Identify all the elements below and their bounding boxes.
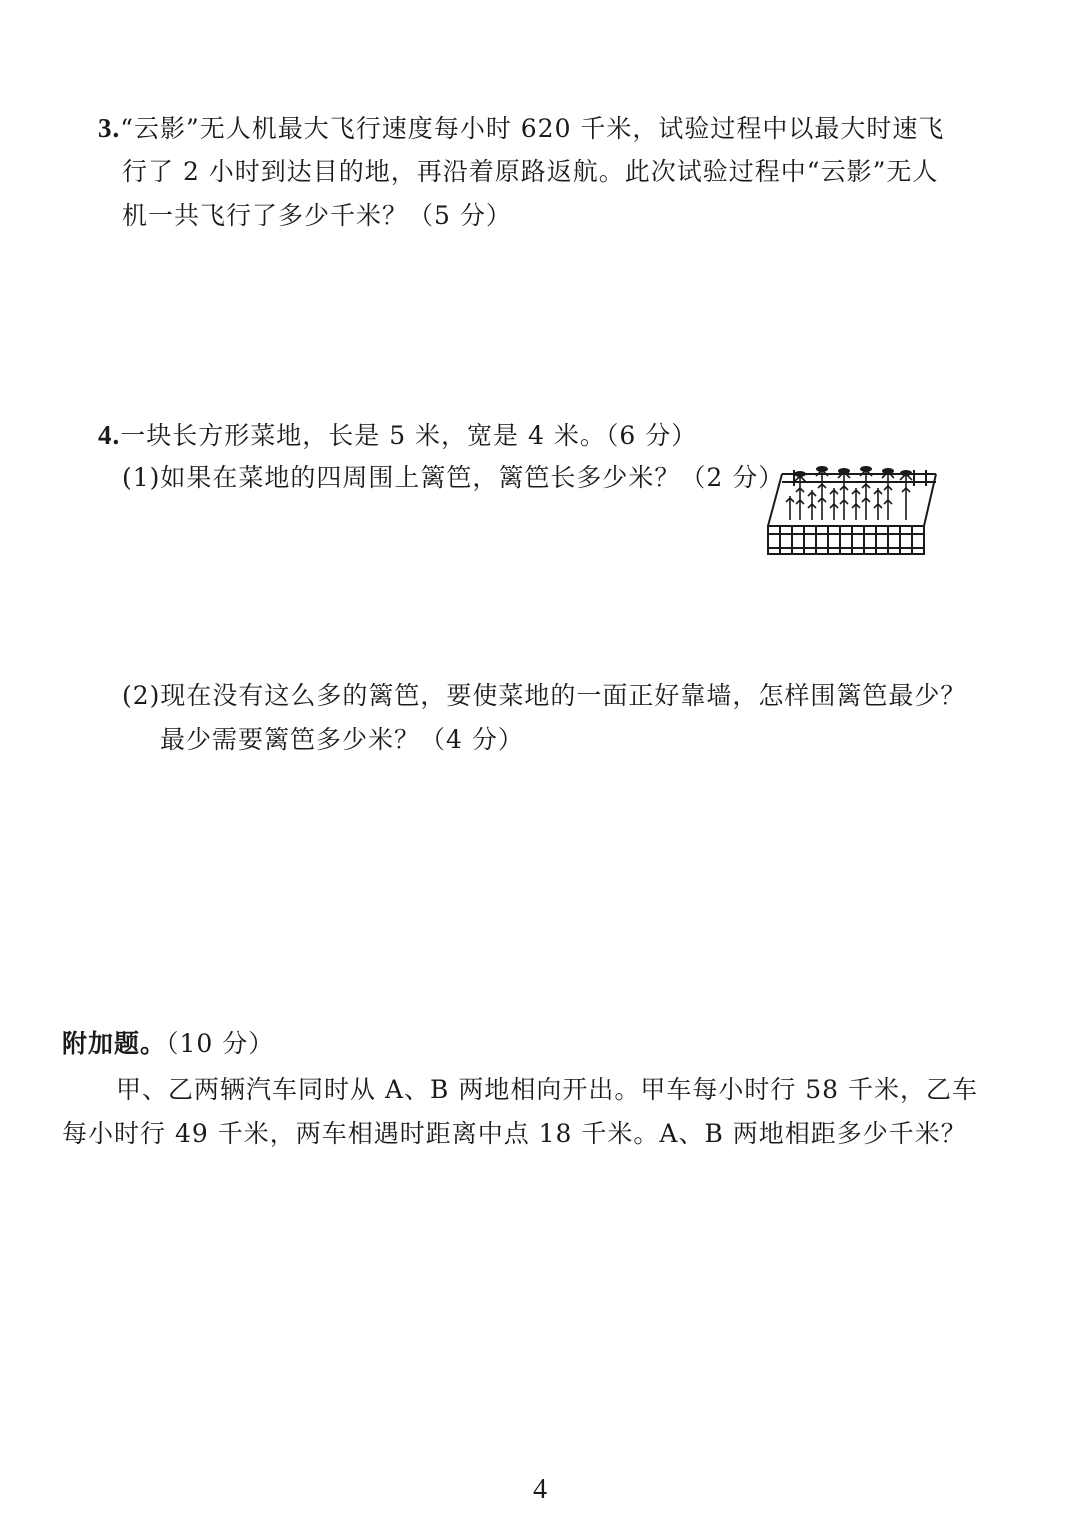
bonus-score: （10 分） xyxy=(166,1029,275,1058)
q3-line-1 xyxy=(98,112,944,145)
bonus-title: 附加题。 xyxy=(62,1029,167,1058)
q3-text-1: “云影”无人机最大飞行速度每小时 620 千米，试验过程中以最大时速飞 xyxy=(120,114,945,143)
page-number: 4 xyxy=(533,1474,547,1505)
bonus-heading xyxy=(62,1028,274,1060)
q3-line-2: 行了 2 小时到达目的地，再沿着原路返航。此次试验过程中“云影”无人 xyxy=(122,157,939,186)
q4-part2-line-2: 最少需要篱笆多少米？（4 分） xyxy=(160,725,524,754)
q4-stem-line xyxy=(98,419,697,452)
q4-part1: (1)如果在菜地的四周围上篱笆，篱笆长多少米？（2 分） xyxy=(122,463,785,492)
q4-number: 4. xyxy=(98,420,121,450)
q4-part2-line-1: (2)现在没有这么多的篱笆，要使菜地的一面正好靠墙，怎样围篱笆最少？ xyxy=(122,681,967,710)
q3-line-3: 机一共飞行了多少千米？（5 分） xyxy=(122,201,512,230)
bonus-line-2: 每小时行 49 千米，两车相遇时距离中点 18 千米。A、B 两地相距多少千米？ xyxy=(62,1119,967,1148)
q3-number: 3. xyxy=(98,113,121,143)
q4-stem: 一块长方形菜地，长是 5 米，宽是 4 米。（6 分） xyxy=(120,421,698,450)
bonus-line-1: 甲、乙两辆汽车同时从 A、B 两地相向开出。甲车每小时行 58 千米，乙车 xyxy=(116,1075,979,1104)
fenced-garden-illustration-icon xyxy=(764,462,940,562)
